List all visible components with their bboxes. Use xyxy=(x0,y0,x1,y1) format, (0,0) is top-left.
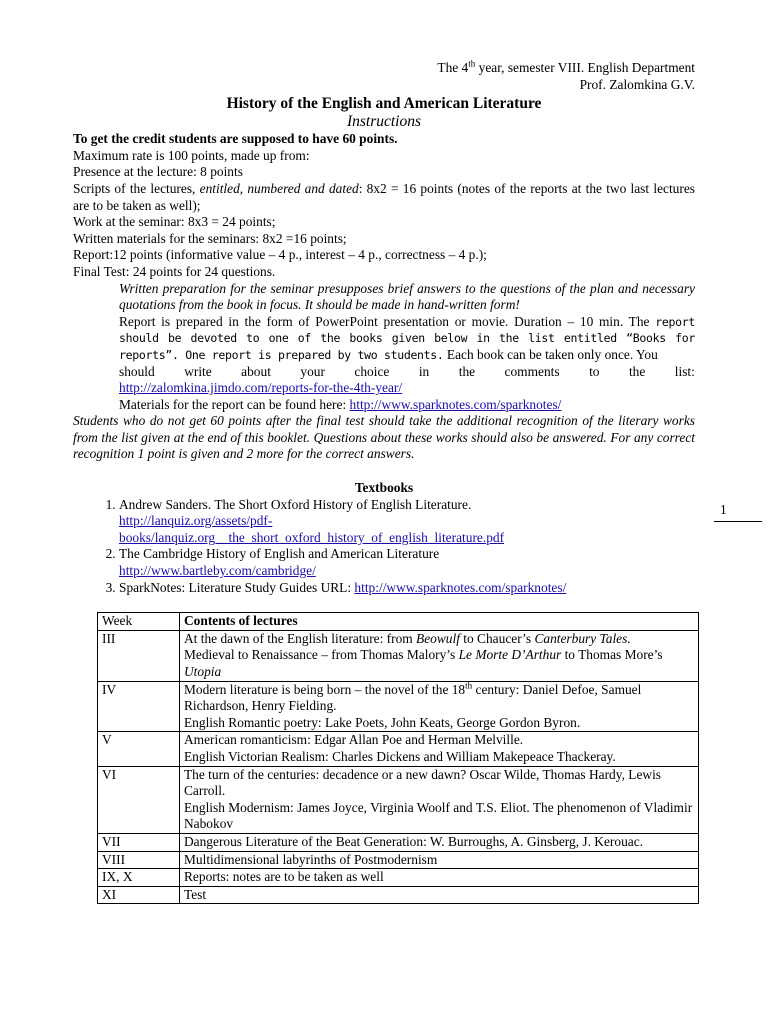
header-line-2: Prof. Zalomkina G.V. xyxy=(579,76,695,92)
reports-link[interactable]: http://zalomkina.jimdo.com/reports-for-the-4th-year/ xyxy=(119,380,403,396)
column-header-contents: Contents of lectures xyxy=(180,613,699,631)
list-item: 1. Andrew Sanders. The Short Oxford History of English Literature. http://lanquiz.org/assets/pdf- books/lanquiz.org__the_short_oxford_history_of_english_literature.pdf xyxy=(119,497,695,547)
contents-cell: Multidimensional labyrinths of Postmodernism xyxy=(180,851,699,869)
sparknotes-link[interactable]: http://www.sparknotes.com/sparknotes/ xyxy=(349,396,562,412)
textbooks-heading: Textbooks xyxy=(354,480,414,496)
page-number-divider xyxy=(714,521,762,522)
rate-final: Final Test: 24 points for 24 questions. xyxy=(73,263,276,279)
document-subtitle: Instructions xyxy=(346,113,422,131)
contents-cell: Test xyxy=(180,886,699,904)
write-choice-line: should write about your choice in the comments to the list: xyxy=(119,363,695,379)
document-title: History of the English and American Literature xyxy=(226,95,542,113)
table-row xyxy=(98,630,699,681)
oxford-history-link[interactable]: http://lanquiz.org/assets/pdf- books/lanquiz.org__the_short_oxford_history_of_english_literature.pdf xyxy=(119,513,505,545)
rate-report: Report:12 points (informative value – 4 p., interest – 4 p., correctness – 4 p.); xyxy=(73,247,487,263)
rate-scripts: Scripts of the lectures, entitled, numbered and dated: 8x2 = 16 points (notes of the reports at the two last lectures are to be taken as well); xyxy=(73,180,695,213)
rate-presence: Presence at the lecture: 8 points xyxy=(73,164,243,180)
rate-written: Written materials for the seminars: 8x2 =16 points; xyxy=(73,230,347,246)
report-format-note: Report is prepared in the form of PowerPoint presentation or movie. Duration – 10 min. The report should be devoted to one of the books given below in the list entitled “Books for reports”. One report is prepared by two students. Each book can be taken only once. You xyxy=(119,313,695,362)
list-item: 2. The Cambridge History of English and American Literature http://www.bartleby.com/cambridge/ xyxy=(119,546,695,579)
table-header-row xyxy=(98,613,699,631)
list-item: 3. SparkNotes: Literature Study Guides URL: http://www.sparknotes.com/sparknotes/ xyxy=(119,580,695,597)
credit-note: To get the credit students are supposed to have 60 points. xyxy=(73,131,398,147)
contents-cell: Dangerous Literature of the Beat Generation: W. Burroughs, A. Ginsberg, J. Kerouac. xyxy=(180,833,699,851)
table-row xyxy=(98,732,699,766)
table-row xyxy=(98,766,699,833)
table-row xyxy=(98,833,699,851)
week-cell: III xyxy=(98,630,180,681)
table-row xyxy=(98,886,699,904)
contents-cell: Reports: notes are to be taken as well xyxy=(180,869,699,887)
table-row xyxy=(98,851,699,869)
contents-cell: At the dawn of the English literature: from Beowulf to Chaucer’s Canterbury Tales. Medieval to Renaissance – from Thomas Malory’s Le Morte D’Arthur to Thomas More’s Utopia xyxy=(180,630,699,681)
week-cell: V xyxy=(98,732,180,766)
page-number: 1 xyxy=(720,502,727,517)
contents-cell: American romanticism: Edgar Allan Poe and Herman Melville. English Victorian Realism: Charles Dickens and William Makepeace Thackeray. xyxy=(180,732,699,766)
week-cell: VIII xyxy=(98,851,180,869)
materials-line: Materials for the report can be found here: http://www.sparknotes.com/sparknotes/ xyxy=(119,396,562,412)
week-cell: IV xyxy=(98,681,180,732)
below-60-note: Students who do not get 60 points after the final test should take the additional recognition of the literary works from the list given at the end of this booklet. Questions about these works should also be answered. For any correct recognition 1 point is given and 2 more for the correct answers. xyxy=(73,413,695,462)
header-line-1: The 4th year, semester VIII. English Department xyxy=(437,58,695,75)
sparknotes-textbook-link[interactable]: http://www.sparknotes.com/sparknotes/ xyxy=(354,579,567,595)
reports-link-line xyxy=(73,380,695,397)
bartleby-link[interactable]: http://www.bartleby.com/cambridge/ xyxy=(119,563,316,579)
page-content xyxy=(73,60,695,904)
lectures-table xyxy=(97,612,699,904)
contents-cell: Modern literature is being born – the novel of the 18th century: Daniel Defoe, Samuel Richardson, Henry Fielding. English Romantic poetry: Lake Poets, John Keats, George Gordon Byron. xyxy=(180,681,699,732)
week-cell: XI xyxy=(98,886,180,904)
week-cell: VII xyxy=(98,833,180,851)
rate-max: Maximum rate is 100 points, made up from: xyxy=(73,147,310,163)
column-header-week: Week xyxy=(98,613,180,631)
rate-seminar: Work at the seminar: 8x3 = 24 points; xyxy=(73,214,276,230)
textbooks-list xyxy=(73,497,695,597)
table-row xyxy=(98,681,699,732)
contents-cell: The turn of the centuries: decadence or a new dawn? Oscar Wilde, Thomas Hardy, Lewis Carroll. English Modernism: James Joyce, Virginia Woolf and T.S. Eliot. The phenomenon of Vladimir Nabokov xyxy=(180,766,699,833)
week-cell: VI xyxy=(98,766,180,833)
week-cell: IX, X xyxy=(98,869,180,887)
table-row xyxy=(98,869,699,887)
written-preparation-note: Written preparation for the seminar presupposes brief answers to the questions of the plan and necessary quotations from the book in focus. It should be made in hand-written form! xyxy=(119,280,695,313)
